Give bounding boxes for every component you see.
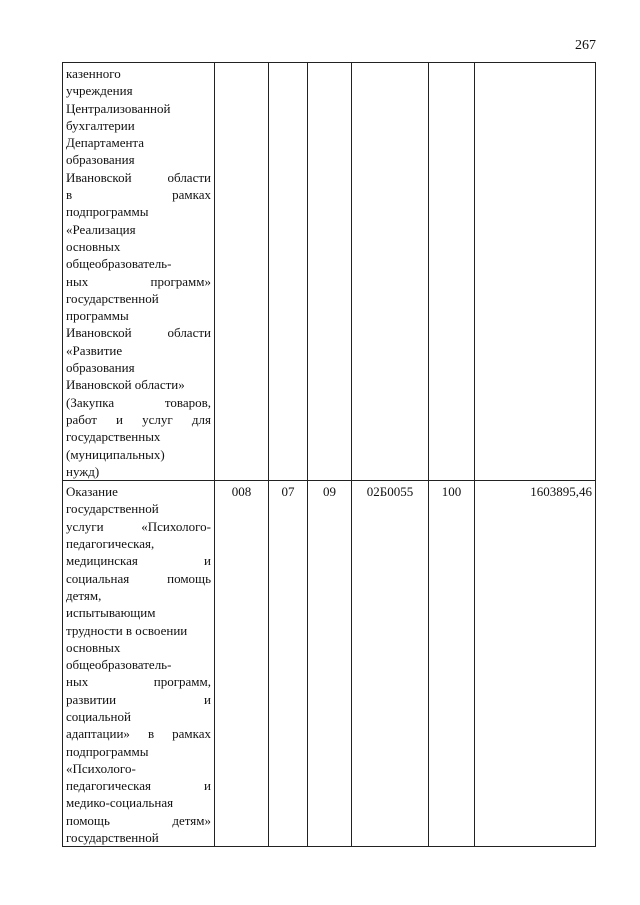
table-row — [63, 63, 596, 481]
description-line: основных — [66, 238, 121, 254]
description-line: «Развитие — [66, 342, 123, 358]
description-line: испытывающим — [66, 605, 156, 621]
table-row — [63, 481, 596, 847]
description-line: Ивановской области — [66, 325, 211, 341]
description-line: общеобразователь- — [66, 256, 172, 272]
description-line: «Реализация — [66, 221, 136, 237]
description-line: помощь детям» — [66, 812, 211, 828]
description-line: педагогическая, — [66, 536, 155, 552]
description-line: медицинская и — [66, 553, 211, 569]
description-line: государственной — [66, 830, 159, 846]
target-article-cell — [352, 63, 429, 481]
subsection-code-cell: 09 — [308, 481, 352, 847]
description-line: Департамента — [66, 135, 145, 151]
description-line: (Закупка товаров, — [66, 394, 211, 410]
description-line: работ и услуг для — [66, 411, 211, 427]
section-code-cell: 07 — [269, 481, 308, 847]
subsection-code-cell — [308, 63, 352, 481]
target-article-cell: 02Б0055 — [352, 481, 429, 847]
description-line: Ивановской области — [66, 169, 211, 185]
row-description — [63, 481, 215, 847]
expense-type-cell — [429, 63, 475, 481]
description-line: детям, — [66, 587, 102, 603]
description-line: бухгалтерии — [66, 117, 135, 133]
amount-cell: 1603895,46 — [475, 481, 596, 847]
description-line: ных программ» — [66, 273, 211, 289]
description-line: государственной — [66, 501, 159, 517]
description-line: нужд) — [66, 463, 100, 479]
description-line: адаптации» в рамках — [66, 726, 211, 742]
description-line: (муниципальных) — [66, 446, 165, 462]
row-description — [63, 63, 215, 481]
description-line: социальной — [66, 708, 131, 724]
description-line: образования — [66, 152, 135, 168]
description-line: подпрограммы — [66, 204, 149, 220]
description-line: образования — [66, 360, 135, 376]
description-line: государственных — [66, 429, 161, 445]
description-line: казенного — [66, 66, 121, 81]
description-line: социальная помощь — [66, 570, 211, 586]
description-line: государственной — [66, 290, 159, 306]
description-line: Централизованной — [66, 100, 171, 116]
ministry-code-cell: 008 — [215, 481, 269, 847]
budget-table — [62, 62, 596, 847]
description-line: «Психолого- — [66, 760, 136, 776]
description-line: педагогическая и — [66, 778, 211, 794]
description-line: услуги «Психолого- — [66, 518, 211, 534]
description-line: подпрограммы — [66, 743, 149, 759]
ministry-code-cell — [215, 63, 269, 481]
description-line: трудности в освоении — [66, 622, 188, 638]
description-line: Оказание — [66, 484, 118, 500]
description-line: медико-социальная — [66, 795, 174, 811]
description-line: развитии и — [66, 691, 211, 707]
description-line: Ивановской области» — [66, 377, 185, 393]
description-line: ных программ, — [66, 674, 211, 690]
amount-cell — [475, 63, 596, 481]
description-line: учреждения — [66, 83, 133, 99]
section-code-cell — [269, 63, 308, 481]
expense-type-cell: 100 — [429, 481, 475, 847]
description-line: в рамках — [66, 187, 211, 203]
page-number: 267 — [575, 38, 596, 53]
description-line: общеобразователь- — [66, 657, 172, 673]
description-line: основных — [66, 639, 121, 655]
description-line: программы — [66, 308, 129, 324]
